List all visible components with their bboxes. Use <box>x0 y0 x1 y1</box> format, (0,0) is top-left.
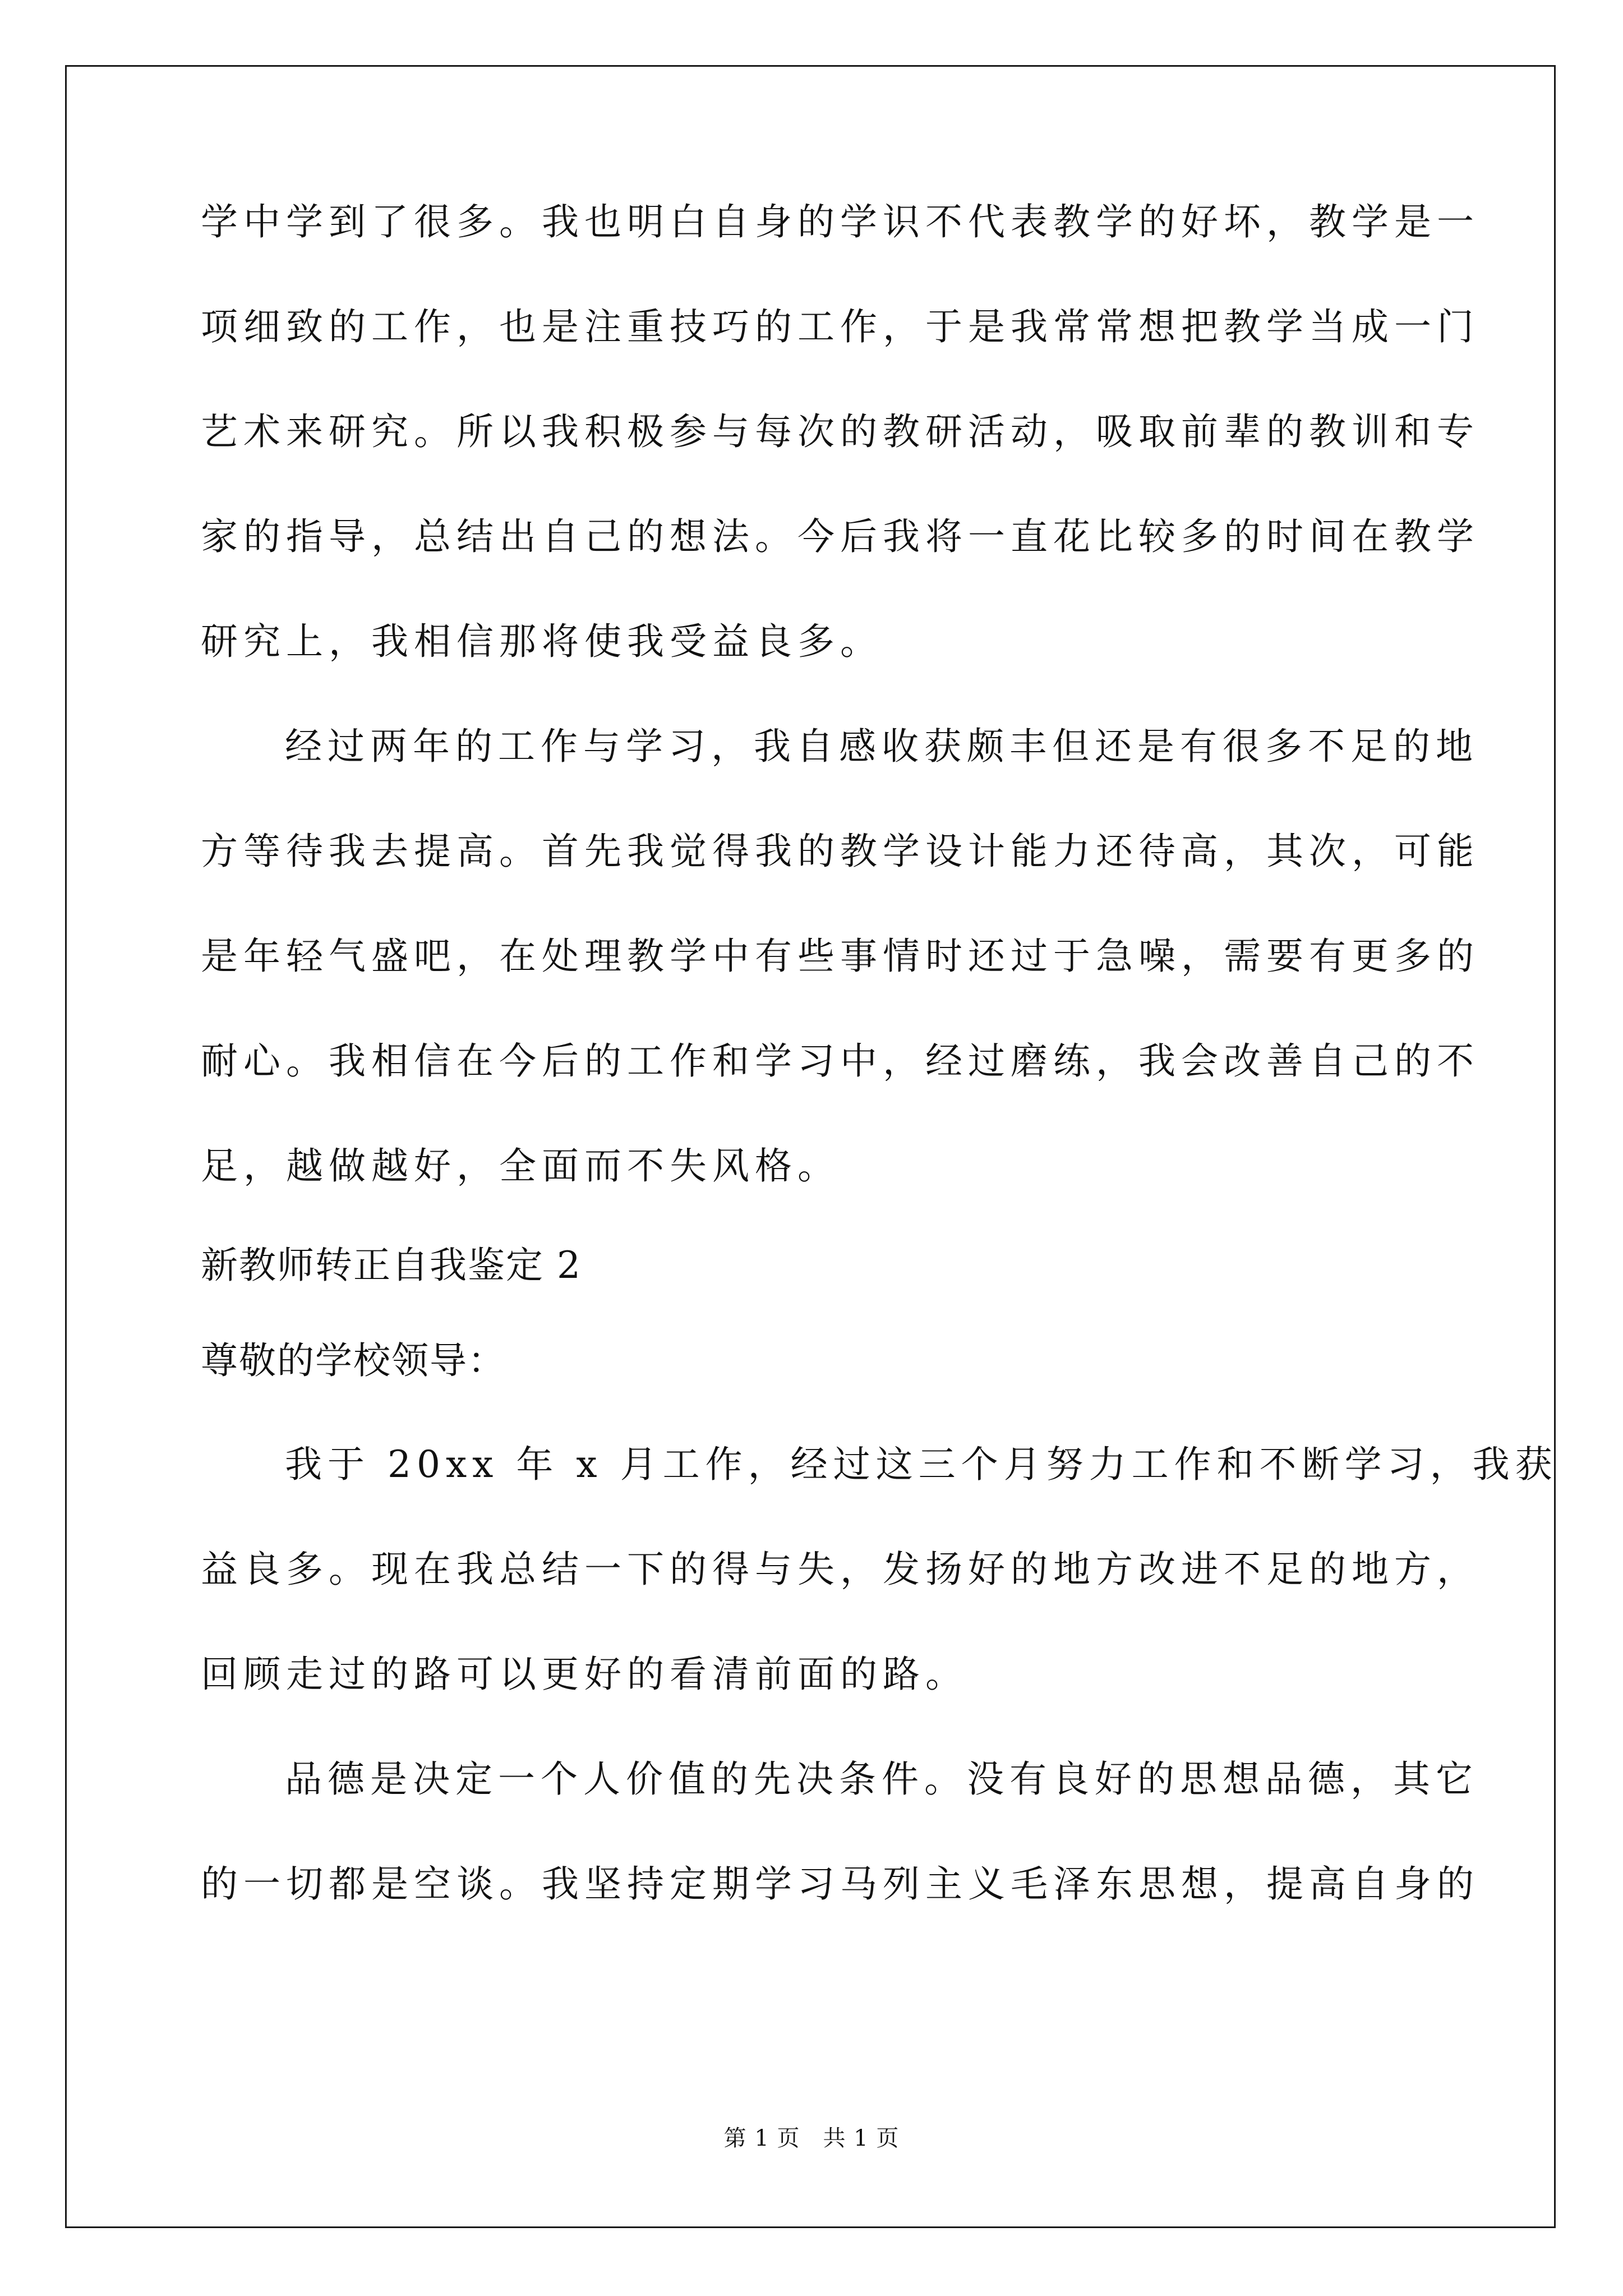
page-number-footer: 第 1 页 共 1 页 <box>723 2125 900 2151</box>
paragraph-first-line: 我于 20xx 年 x 月工作，经过这三个月努力工作和不断学习，我获 <box>285 1443 1558 1486</box>
text-line: 方等待我去提高。首先我觉得我的教学设计能力还待高，其次，可能 <box>201 830 1479 873</box>
text-line: 回顾走过的路可以更好的看清前面的路。 <box>201 1653 968 1696</box>
text-line: 学中学到了很多。我也明白自身的学识不代表教学的好坏，教学是一 <box>201 200 1479 243</box>
text-line: 研究上，我相信那将使我受益良多。 <box>201 620 883 663</box>
text-line: 耐心。我相信在今后的工作和学习中，经过磨练，我会改善自己的不 <box>201 1039 1479 1083</box>
text-line: 项细致的工作，也是注重技巧的工作，于是我常常想把教学当成一门 <box>201 305 1479 348</box>
text-line: 益良多。现在我总结一下的得与失，发扬好的地方改进不足的地方， <box>201 1548 1479 1591</box>
text-line: 艺术来研究。所以我积极参与每次的教研活动，吸取前辈的教训和专 <box>201 410 1479 453</box>
section-heading: 新教师转正自我鉴定 2 <box>201 1244 582 1287</box>
paragraph-first-line: 品德是决定一个人价值的先决条件。没有良好的思想品德，其它 <box>285 1757 1478 1801</box>
text-line: 家的指导，总结出自己的想法。今后我将一直花比较多的时间在教学 <box>201 515 1479 558</box>
paragraph-first-line: 经过两年的工作与学习，我自感收获颇丰但还是有很多不足的地 <box>285 725 1478 768</box>
text-line: 是年轻气盛吧，在处理教学中有些事情时还过于急噪，需要有更多的 <box>201 935 1479 978</box>
text-line: 足，越做越好，全面而不失风格。 <box>201 1144 840 1188</box>
salutation: 尊敬的学校领导： <box>201 1339 506 1382</box>
text-line: 的一切都是空谈。我坚持定期学习马列主义毛泽东思想，提高自身的 <box>201 1862 1479 1906</box>
